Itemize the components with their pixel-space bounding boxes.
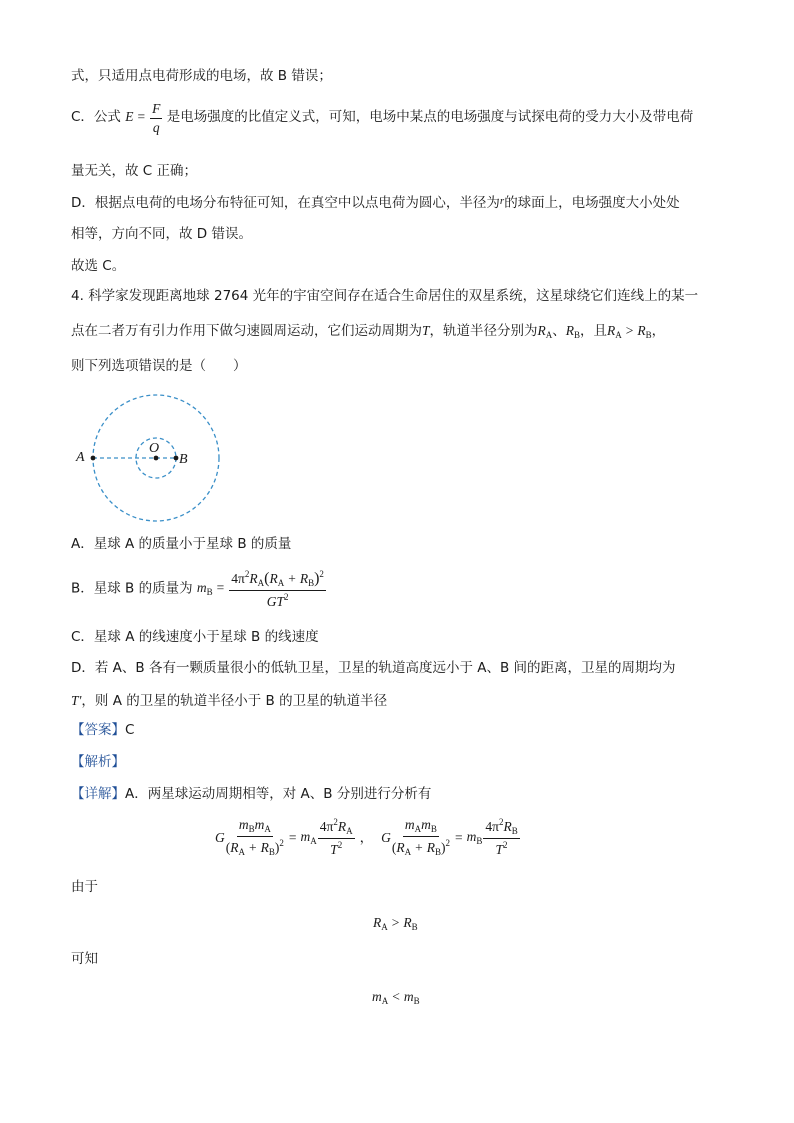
frac-num bbox=[237, 818, 273, 837]
sub-b: B bbox=[476, 835, 483, 846]
sub-a: A bbox=[381, 996, 389, 1006]
sq: 2 bbox=[498, 817, 504, 828]
fraction-gravity-a bbox=[226, 818, 284, 857]
inequality-ra-gt-rb-display bbox=[373, 916, 418, 932]
sq: 2 bbox=[244, 569, 250, 579]
sub-b: B bbox=[248, 824, 255, 834]
m-letter: m bbox=[196, 580, 207, 596]
option-d-explanation bbox=[71, 196, 680, 211]
c-suffix: 是电场强度的比值定义式，可知，电场中某点的电场强度与试探电荷的受力大小及带电荷 bbox=[166, 109, 694, 126]
question-4-line-3: 则下列选项错误的是（ ） bbox=[71, 358, 247, 374]
r-letter: R bbox=[396, 840, 405, 855]
equation-gravity-pair bbox=[215, 818, 521, 857]
sub-b: B bbox=[206, 587, 213, 598]
symbol-t-prime: T' bbox=[71, 693, 82, 708]
m-letter: m bbox=[300, 828, 311, 844]
m-letter: m bbox=[238, 817, 249, 832]
option-b-prefix: B．星球 B 的质量为 bbox=[71, 580, 193, 597]
frac-den bbox=[392, 837, 450, 857]
sub-a: A bbox=[238, 847, 245, 857]
r-letter: R bbox=[373, 915, 382, 930]
sq: 2 bbox=[283, 592, 289, 602]
star-b-dot bbox=[174, 456, 179, 461]
fraction-gravity-b bbox=[392, 818, 450, 857]
answer-value: C bbox=[125, 722, 135, 738]
inequality-ma-lt-mb-display bbox=[372, 990, 420, 1006]
r-letter: R bbox=[260, 840, 269, 855]
sub-a: A bbox=[264, 824, 271, 834]
question-4-line-2 bbox=[71, 324, 665, 340]
label-a: A bbox=[76, 450, 85, 465]
option-c: C．星球 A 的线速度小于星球 B 的线速度 bbox=[71, 629, 319, 645]
sq: 2 bbox=[445, 838, 450, 848]
formula-e-definition bbox=[125, 101, 167, 135]
r-letter: R bbox=[230, 840, 239, 855]
option-d-line-2 bbox=[71, 694, 387, 709]
gt-letters: GT bbox=[266, 594, 284, 609]
frac-den bbox=[496, 839, 508, 857]
sub-b: B bbox=[411, 922, 418, 932]
plus: + bbox=[288, 571, 296, 586]
because-label: 由于 bbox=[71, 879, 98, 895]
m-letter: m bbox=[372, 989, 382, 1004]
text-line-d-conclusion: 相等，方向不同，故 D 错误。 bbox=[71, 226, 252, 242]
symbol-rb bbox=[566, 323, 580, 338]
text-line-b-conclusion: 式，只适用点电荷形成的电场，故 B 错误； bbox=[71, 68, 332, 84]
option-d-rest: ，则 A 的卫星的轨道半径小于 B 的卫星的轨道半径 bbox=[81, 693, 388, 709]
sub-a: A bbox=[414, 824, 422, 834]
m-letter: m bbox=[466, 828, 477, 844]
sub-b: B bbox=[268, 847, 275, 857]
rparen: ) bbox=[440, 840, 446, 855]
r-letter: R bbox=[299, 571, 309, 586]
sq: 2 bbox=[279, 838, 284, 848]
symbol-period-t: T bbox=[422, 323, 430, 338]
r-letter: R bbox=[607, 323, 616, 338]
detail-line bbox=[71, 788, 431, 802]
frac-num bbox=[403, 818, 439, 837]
inequality-ra-gt-rb bbox=[607, 323, 652, 338]
question-stem-1: 科学家发现距离地球 2764 光年的宇宙空间存在适合生命居住的双星系统，这星球绕它们连线上的某一 bbox=[88, 288, 699, 304]
choose-c-line: 故选 C。 bbox=[71, 258, 126, 274]
r-letter: R bbox=[269, 571, 278, 586]
sub-b: B bbox=[413, 996, 420, 1006]
option-c-explanation bbox=[71, 102, 693, 134]
sub-b: B bbox=[430, 824, 437, 834]
r-letter: R bbox=[565, 323, 575, 338]
answer-line bbox=[71, 724, 134, 738]
frac-num bbox=[318, 818, 355, 839]
m-letter: m bbox=[404, 817, 415, 832]
frac-den bbox=[330, 839, 342, 857]
c-prefix: C．公式 bbox=[71, 109, 121, 126]
sub-b: B bbox=[308, 578, 315, 588]
eq-sign: = bbox=[288, 829, 297, 845]
option-b bbox=[71, 570, 327, 609]
sub-b: B bbox=[645, 330, 652, 340]
lparen: ( bbox=[264, 570, 270, 587]
symbol-q: q bbox=[152, 119, 160, 135]
sub-a: A bbox=[381, 922, 388, 932]
sub-a: A bbox=[404, 847, 412, 857]
sub-a: A bbox=[545, 330, 553, 340]
question-4-line-1 bbox=[71, 290, 698, 304]
d-prefix: D．根据点电荷的电场分布特征可知，在真空中以点电荷为圆心，半径为 bbox=[71, 195, 500, 211]
sub-a: A bbox=[615, 330, 622, 340]
sub-a: A bbox=[346, 826, 353, 837]
eq-sign: = bbox=[454, 829, 463, 845]
fraction-mb-num bbox=[229, 570, 326, 591]
gt-sign: > bbox=[391, 915, 400, 930]
star-a-dot bbox=[91, 456, 96, 461]
eq-sign: = bbox=[216, 580, 225, 596]
r-letter: R bbox=[503, 819, 512, 835]
symbol-e: E bbox=[125, 109, 134, 125]
sub-a: A bbox=[277, 578, 285, 588]
symbol-ra bbox=[538, 323, 553, 338]
g-letter: G bbox=[381, 829, 391, 845]
plus: + bbox=[415, 840, 423, 855]
frac-num bbox=[483, 818, 519, 839]
t-letter: T bbox=[330, 842, 338, 858]
fraction-accel-a bbox=[318, 818, 355, 857]
sub-a: A bbox=[257, 578, 265, 588]
r-letter: R bbox=[537, 323, 546, 338]
g-letter: G bbox=[215, 829, 225, 845]
analysis-bracket: 【解析】 bbox=[71, 754, 125, 770]
sq: 2 bbox=[333, 817, 338, 828]
detail-bracket: 【详解】 bbox=[71, 786, 125, 802]
question-stem-2b: ，轨道半径分别为 bbox=[429, 323, 538, 339]
rparen: ) bbox=[274, 840, 280, 855]
sub-a: A bbox=[310, 835, 317, 846]
comma: ， bbox=[651, 323, 666, 339]
lparen: ( bbox=[225, 840, 231, 855]
label-b: B bbox=[179, 452, 188, 467]
ma-term bbox=[301, 829, 317, 844]
mb-term bbox=[467, 829, 483, 844]
plus: + bbox=[249, 840, 257, 855]
sq: 2 bbox=[337, 840, 343, 851]
question-and: ，且 bbox=[580, 323, 608, 339]
r-letter: R bbox=[337, 819, 347, 835]
sq: 2 bbox=[503, 840, 508, 851]
detail-text: A．两星球运动周期相等，对 A、B 分别进行分析有 bbox=[125, 786, 432, 802]
r-letter: R bbox=[403, 915, 412, 930]
sub-b: B bbox=[434, 847, 441, 857]
m-letter: m bbox=[421, 817, 431, 832]
question-number: 4. bbox=[71, 288, 84, 304]
option-a: A．星球 A 的质量小于星球 B 的质量 bbox=[71, 536, 292, 552]
comma: ， bbox=[359, 829, 374, 845]
answer-label: 【答案】 bbox=[71, 722, 125, 738]
frac-den bbox=[226, 837, 284, 857]
four-pi: 4π bbox=[319, 819, 334, 835]
lt-sign: < bbox=[392, 989, 400, 1004]
fraction-accel-b bbox=[483, 818, 519, 857]
label-o: O bbox=[149, 441, 160, 456]
text-line-c-conclusion: 量无关，故 C 正确； bbox=[71, 163, 198, 179]
m-letter: m bbox=[403, 989, 414, 1004]
gt-sign: > bbox=[625, 323, 634, 338]
r-letter: R bbox=[426, 840, 435, 855]
rparen: ) bbox=[314, 570, 320, 587]
eq-sign: = bbox=[137, 109, 146, 125]
d-suffix: 的球面上，电场强度大小处处 bbox=[504, 195, 680, 211]
fraction-f-over-q bbox=[150, 102, 162, 134]
therefore-label: 可知 bbox=[71, 951, 98, 967]
m-letter: m bbox=[254, 817, 265, 832]
sub-b: B bbox=[511, 826, 518, 837]
four-pi: 4π bbox=[485, 819, 499, 835]
center-o-dot bbox=[154, 456, 159, 461]
symbol-f: F bbox=[150, 102, 162, 119]
sub-b: B bbox=[574, 330, 581, 340]
binary-star-diagram bbox=[72, 390, 232, 530]
r-letter: R bbox=[637, 323, 646, 338]
option-d-line-1: D．若 A、B 各有一颗质量很小的低轨卫星，卫星的轨道高度远小于 A、B 间的距离，卫星的周期均为 bbox=[71, 660, 676, 676]
analysis-label bbox=[71, 756, 125, 770]
lparen: ( bbox=[391, 840, 397, 855]
four-pi: 4π bbox=[231, 571, 245, 586]
fraction-mb-den bbox=[267, 591, 289, 609]
symbol-r: r bbox=[499, 195, 505, 207]
separator: 、 bbox=[552, 323, 566, 339]
question-stem-2a: 点在二者万有引力作用下做匀速圆周运动，它们运动周期为 bbox=[71, 323, 422, 339]
t-letter: T bbox=[495, 842, 504, 858]
r-letter: R bbox=[249, 571, 258, 586]
sq: 2 bbox=[319, 569, 324, 579]
fraction-mb bbox=[229, 570, 326, 609]
